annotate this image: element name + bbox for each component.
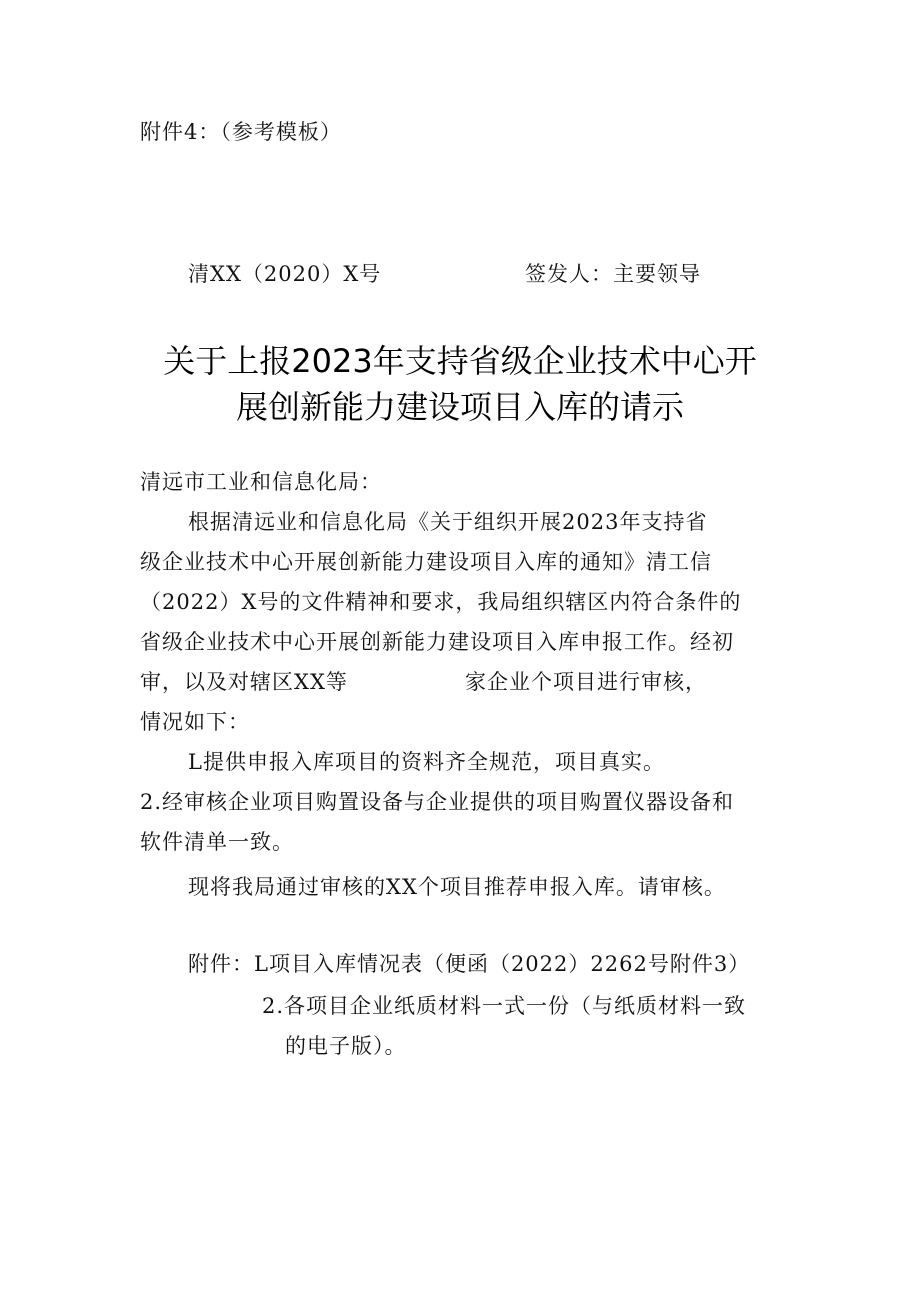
attachments-line-3: 的电子版）。 bbox=[285, 1034, 407, 1058]
attachment-label: 附件4：（参考模板） bbox=[140, 120, 342, 144]
paragraph-1-line-1: 根据清远业和信息化局《关于组织开展2023年支持省 bbox=[188, 510, 708, 534]
document-number: 清XX（2020）X号 bbox=[188, 262, 382, 286]
attachments-line-1: 附件：L项目入库情况表（便函（2022）2262号附件3） bbox=[188, 952, 751, 976]
paragraph-1-line-5a: 审，以及对辖区XX等 bbox=[140, 670, 348, 694]
page-title-line-1: 关于上报2023年支持省级企业技术中心开 bbox=[163, 342, 757, 380]
signer: 签发人：主要领导 bbox=[525, 262, 701, 286]
paragraph-1-line-5b: 家企业个项目进行审核， bbox=[465, 670, 707, 694]
page-title-line-2: 展创新能力建设项目入库的请示 bbox=[235, 388, 684, 426]
recipient: 清远市工业和信息化局： bbox=[140, 470, 382, 494]
attachments-line-2: 2.各项目企业纸质材料一式一份（与纸质材料一致 bbox=[262, 994, 747, 1018]
paragraph-1-line-6: 情况如下： bbox=[140, 710, 250, 734]
list-item-1: L提供申报入库项目的资料齐全规范，项目真实。 bbox=[188, 750, 665, 774]
conclusion: 现将我局通过审核的XX个项目推荐申报入库。请审核。 bbox=[188, 875, 726, 899]
paragraph-1-line-3: （2022）X号的文件精神和要求，我局组织辖区内符合条件的 bbox=[140, 590, 742, 614]
paragraph-1-line-2: 级企业技术中心开展创新能力建设项目入库的通知》清工信 bbox=[140, 550, 712, 574]
list-item-2-line-2: 软件清单一致。 bbox=[140, 830, 294, 854]
paragraph-1-line-4: 省级企业技术中心开展创新能力建设项目入库申报工作。经初 bbox=[140, 630, 734, 654]
list-item-2-line-1: 2.经审核企业项目购置设备与企业提供的项目购置仪器设备和 bbox=[140, 790, 735, 814]
